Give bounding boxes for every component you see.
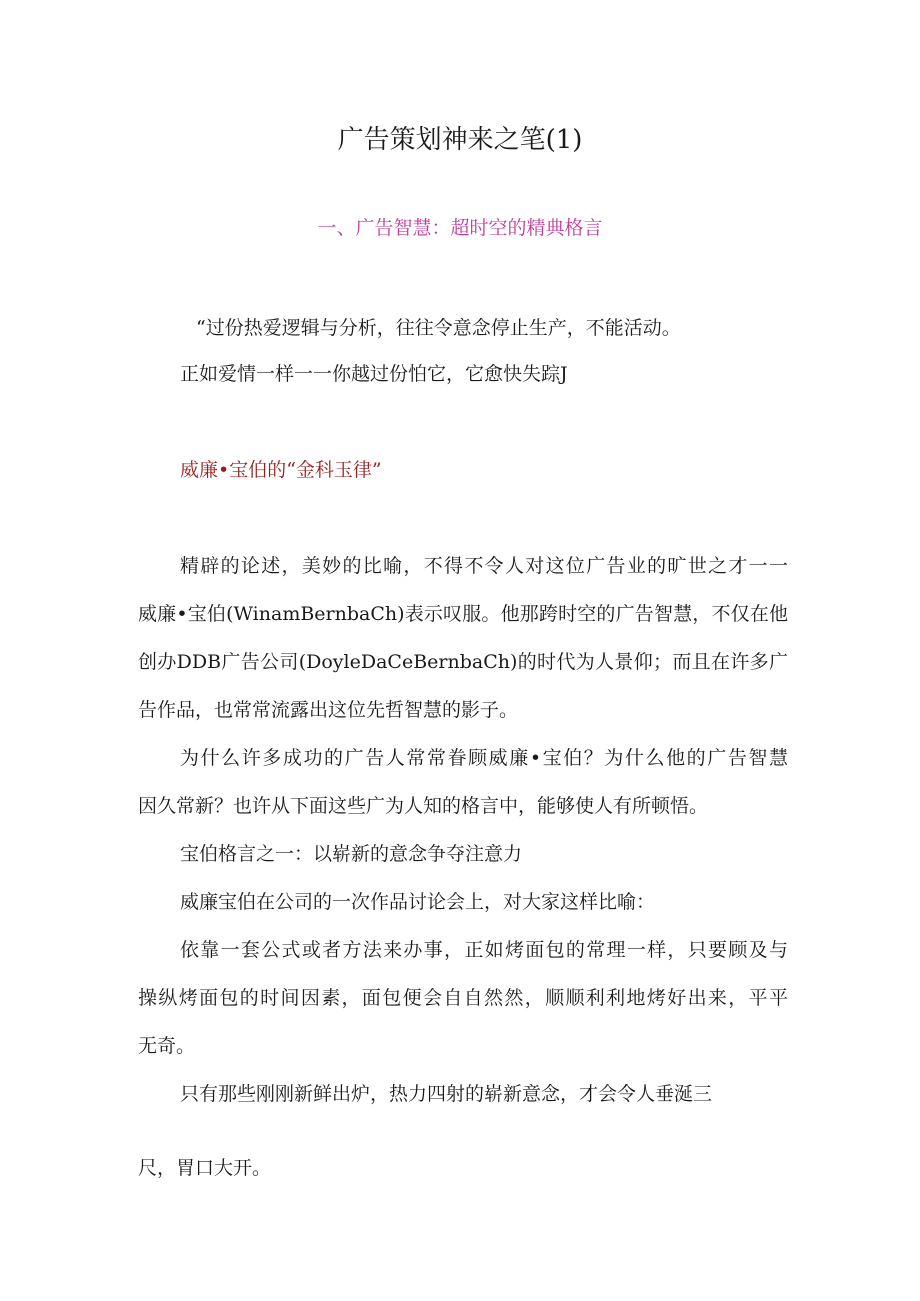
paragraph-line: 精辟的论述，美妙的比喻，不得不令人对这位广告业的旷世之才一一 (180, 555, 788, 577)
paragraph-line: 尺，胃口大开。 (138, 1157, 272, 1179)
section-heading: 威廉•宝伯的“金科玉律” (180, 459, 382, 481)
paragraph-line: 为什么许多成功的广告人常常眷顾威廉•宝伯？为什么他的广告智慧 (180, 747, 788, 769)
paragraph-line: 无奇。 (138, 1035, 196, 1057)
paragraph-line: 宝伯格言之一：以崭新的意念争夺注意力 (180, 843, 523, 865)
paragraph-line: 威廉•宝伯(WinamBernbaCh)表示叹服。他那跨时空的广告智慧，不仅在他 (138, 603, 788, 625)
paragraph-line: 依靠一套公式或者方法来办事，正如烤面包的常理一样，只要顾及与 (180, 939, 788, 961)
section-subtitle: 一、广告智慧：超时空的精典格言 (317, 217, 603, 239)
paragraph-line: 只有那些刚刚新鲜出炉，热力四射的崭新意念，才会令人垂涎三 (180, 1083, 713, 1105)
quote-line-2: 正如爱情一样一一你越过份怕它，它愈快失踪J (180, 363, 568, 385)
paragraph-line: 威廉宝伯在公司的一次作品讨论会上，对大家这样比喻： (180, 891, 656, 913)
paragraph-line: 因久常新？也许从下面这些广为人知的格言中，能够使人有所顿悟。 (138, 795, 709, 817)
quote-line-1: “过份热爱逻辑与分析，往往令意念停止生产，不能活动。 (196, 317, 681, 339)
document-title: 广告策划神来之笔(1) (337, 125, 583, 155)
paragraph-line: 创办DDB广告公司(DoyleDaCeBernbaCh)的时代为人景仰；而且在许多广 (138, 651, 788, 673)
paragraph-line: 操纵烤面包的时间因素，面包便会自自然然，顺顺利利地烤好出来，平平 (138, 987, 788, 1009)
paragraph-line: 告作品，也常常流露出这位先哲智慧的影子。 (138, 699, 519, 721)
